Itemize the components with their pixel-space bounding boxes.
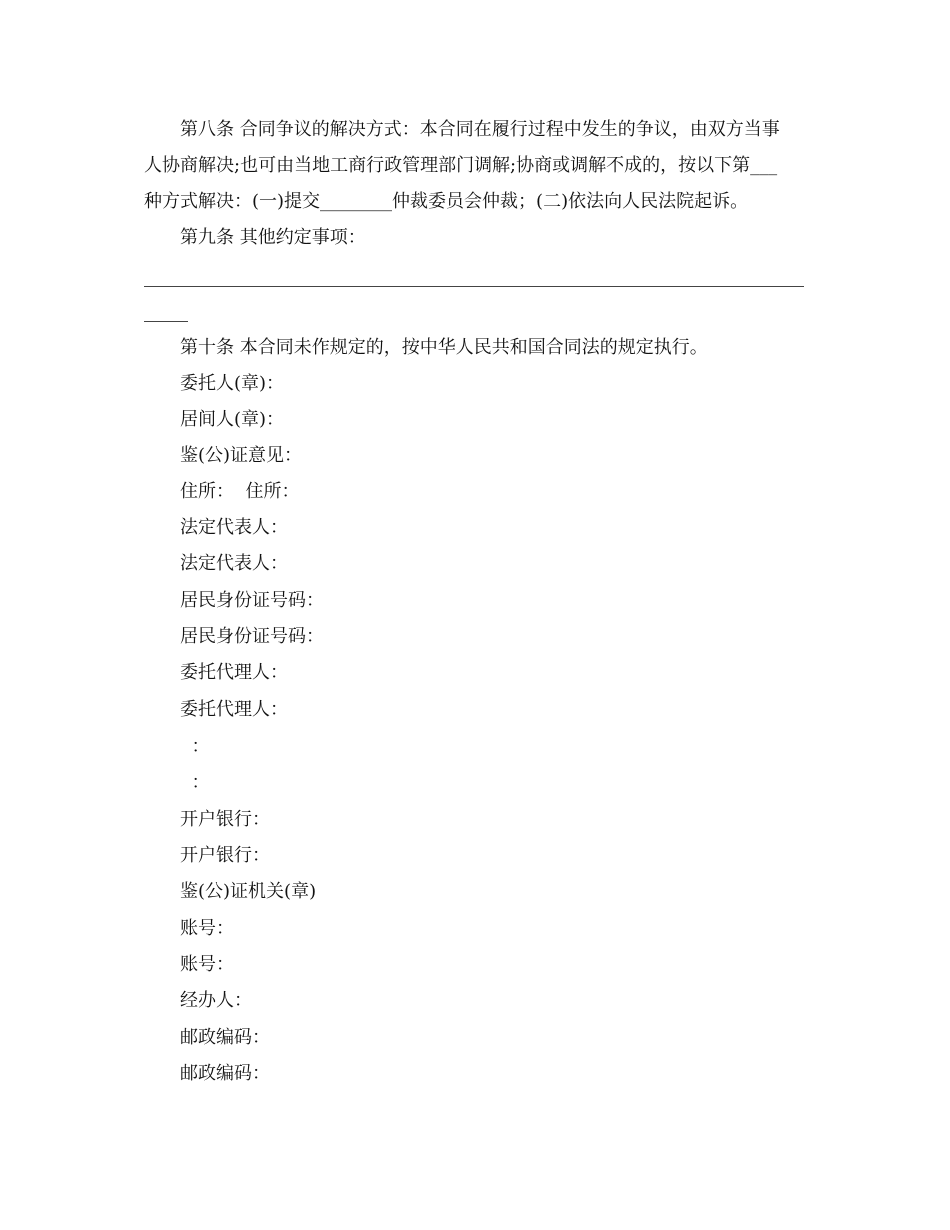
signature-field: 委托人(章)： — [180, 373, 285, 394]
signature-field: 邮政编码： — [180, 1027, 270, 1048]
article8-line1: 第八条 合同争议的解决方式：本合同在履行过程中发生的争议，由双方当事 — [180, 119, 780, 140]
signature-field: 委托代理人： — [180, 662, 288, 683]
signature-field: 居民身份证号码： — [180, 590, 324, 611]
signature-field: 邮政编码： — [180, 1063, 270, 1084]
signature-field: 法定代表人： — [180, 517, 288, 538]
article8-line2: 人协商解决;也可由当地工商行政管理部门调解;协商或调解不成的，按以下第___ — [144, 155, 778, 176]
signature-field: 居民身份证号码： — [180, 626, 324, 647]
signature-field: 经办人： — [180, 990, 252, 1011]
signature-field: 法定代表人： — [180, 553, 288, 574]
article10-text: 第十条 本合同未作规定的，按中华人民共和国合同法的规定执行。 — [180, 337, 708, 358]
signature-field: 账号： — [180, 918, 234, 939]
signature-field: 账号： — [180, 954, 234, 975]
signature-field: 居间人(章)： — [180, 409, 285, 430]
article9-title: 第九条 其他约定事项： — [180, 227, 366, 248]
article8-line3: 种方式解决：(一)提交________仲裁委员会仲裁；(二)依法向人民法院起诉。 — [144, 191, 749, 212]
signature-field: 开户银行： — [180, 845, 270, 866]
signature-field: 住所： 住所： — [180, 481, 300, 502]
signature-field: 鉴(公)证意见： — [180, 445, 303, 466]
signature-field: ： — [180, 772, 210, 793]
signature-field: 委托代理人： — [180, 699, 288, 720]
signature-field: ： — [180, 736, 210, 757]
signature-field: 开户银行： — [180, 809, 270, 830]
blank-fill-line-short — [144, 321, 188, 322]
signature-field: 鉴(公)证机关(章) — [180, 881, 317, 902]
blank-fill-line — [144, 286, 804, 287]
